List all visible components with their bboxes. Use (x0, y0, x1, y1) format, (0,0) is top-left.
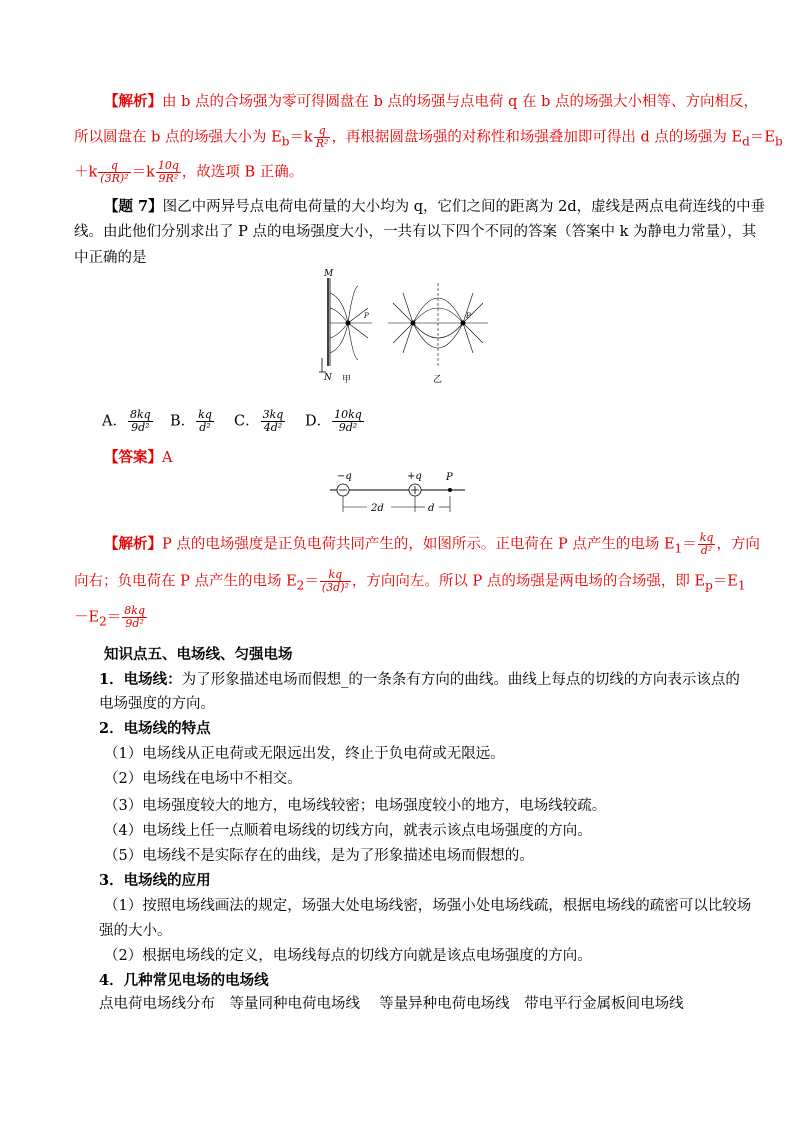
answer-label: 【答案】 (104, 449, 162, 466)
list-item: （5）电场线不是实际存在的曲线，是为了形象描述电场而假想的。 (104, 848, 534, 864)
analysis2-line3: $-E_2=$ $\frac{8kq}{\text{9d²}}$ (74, 604, 145, 630)
section-p3-label: 3．电场线的应用 (99, 872, 211, 889)
fraction: $\frac{q}{\text{(3R)²}}$ (100, 159, 129, 185)
label-pos-q: +q (407, 471, 422, 482)
question7-line2: 线。由此他们分别求出了 P 点的电场强度大小，一共有以下四个不同的答案（答案中 k 为静电力常量），其 (74, 224, 757, 240)
section-p2-label: 2．电场线的特点 (99, 720, 211, 737)
analysis-label: 【解析】 (104, 93, 162, 110)
section-p3-item1: （1）按照电场线画法的规定，场强大处电场线密，场强小处电场线疏，根据电场线的疏密可以比较场 (104, 898, 752, 914)
list-item: （3）电场强度较大的地方，电场线较密；电场强度较小的地方，电场线较疏。 (104, 798, 607, 814)
option-a[interactable]: A． $\frac{8kq}{\text{9d²}}$ (102, 408, 151, 434)
label-P-yi: P (466, 312, 471, 320)
analysis2-line2: 向右；负电荷在 P 点产生的电场 $E_2=$ $\frac{kq}{\text{(3d)²}}$ ，方向向左。所以 P 点的场强是两电场的合场强，即 $E_p=E_1$ (74, 568, 746, 594)
answer-value: A (162, 450, 173, 466)
label-N: N (324, 373, 332, 383)
label-yi: 乙 (433, 375, 443, 385)
field-lines-jia (330, 286, 372, 360)
option-c[interactable]: C． $\frac{3kq}{\text{4d²}}$ (234, 408, 284, 434)
field-lines-figure (318, 268, 578, 388)
list-item: （2）电场线在电场中不相交。 (104, 771, 302, 787)
question7-line3: 中正确的是 (74, 250, 147, 266)
section-p1: 1．电场线：为了形象描述电场而假想_的一条条有方向的曲线。曲线上每点的切线的方向表示该点的 (99, 671, 740, 688)
answer-line (104, 448, 172, 468)
option-b[interactable]: B． $\frac{kq}{\text{d²}}$ (170, 408, 212, 434)
list-item: （4）电场线上任一点顺着电场线的切线方向，就表示该点电场强度的方向。 (104, 823, 592, 839)
analysis1-line1: 【解析】由 b 点的合场强为零可得圆盘在 b 点的场强与点电荷 q 在 b 点的场强大小相等、方向相反， (104, 93, 758, 110)
question-label: 【题 7】 (104, 198, 163, 215)
list-item: （1）电场线从正电荷或无限远出发，终止于负电荷或无限远。 (104, 746, 505, 762)
question7-line1: 【题 7】图乙中两异号点电荷电荷量的大小均为 q，它们之间的距离为 2d，虚线是两点电荷连线的中垂 (104, 198, 766, 215)
analysis1-line2: 所以圆盘在 b 点的场强大小为 $E_b=k$ $\frac{q}{\text{R²}}$ ，再根据圆盘场强的对称性和场强叠加即可得出 d 点的场强为 $E_d=E_b$ (74, 124, 783, 150)
analysis1-line3: ＋k $\frac{q}{\text{(3R)²}}$ ＝k $\frac{10q}{\text{9R²}}$ ，故选项 B 正确。 (74, 159, 304, 185)
section-title: 知识点五、电场线、匀强电场 (104, 646, 293, 663)
label-d: d (428, 503, 435, 514)
fraction: $\frac{q}{\text{R²}}$ (315, 124, 329, 150)
label-M: M (324, 269, 334, 279)
analysis2-line1: 【解析】P 点的电场强度是正负电荷共同产生的，如图所示。正电荷在 P 点产生的电场 $E_1=$ $\frac{kq}{\text{d²}}$ ，方向 (104, 531, 760, 557)
label-P-jia: P (364, 312, 369, 320)
section-p4-columns: 点电荷电场线分布 等量同种电荷电场线 等量异种电荷电场线 带电平行金属板间电场线 (99, 996, 684, 1012)
section-p1-cont: 电场强度的方向。 (99, 696, 215, 712)
label-2d: 2d (371, 503, 384, 514)
point-P (448, 488, 452, 492)
charge-line-figure (325, 470, 475, 520)
label-jia: 甲 (342, 375, 352, 385)
section-p4-label: 4．几种常见电场的电场线 (99, 972, 269, 989)
label-neg-q: −q (337, 471, 352, 482)
fraction: $\frac{10q}{\text{9R²}}$ (157, 159, 179, 185)
option-d[interactable]: D． $\frac{10kq}{\text{9d²}}$ (305, 408, 362, 434)
section-p3-item1-cont: 强的大小。 (99, 923, 172, 939)
label-P: P (446, 472, 453, 483)
section-p3-item2: （2）根据电场线的定义，电场线每点的切线方向就是该点电场强度的方向。 (104, 948, 592, 964)
